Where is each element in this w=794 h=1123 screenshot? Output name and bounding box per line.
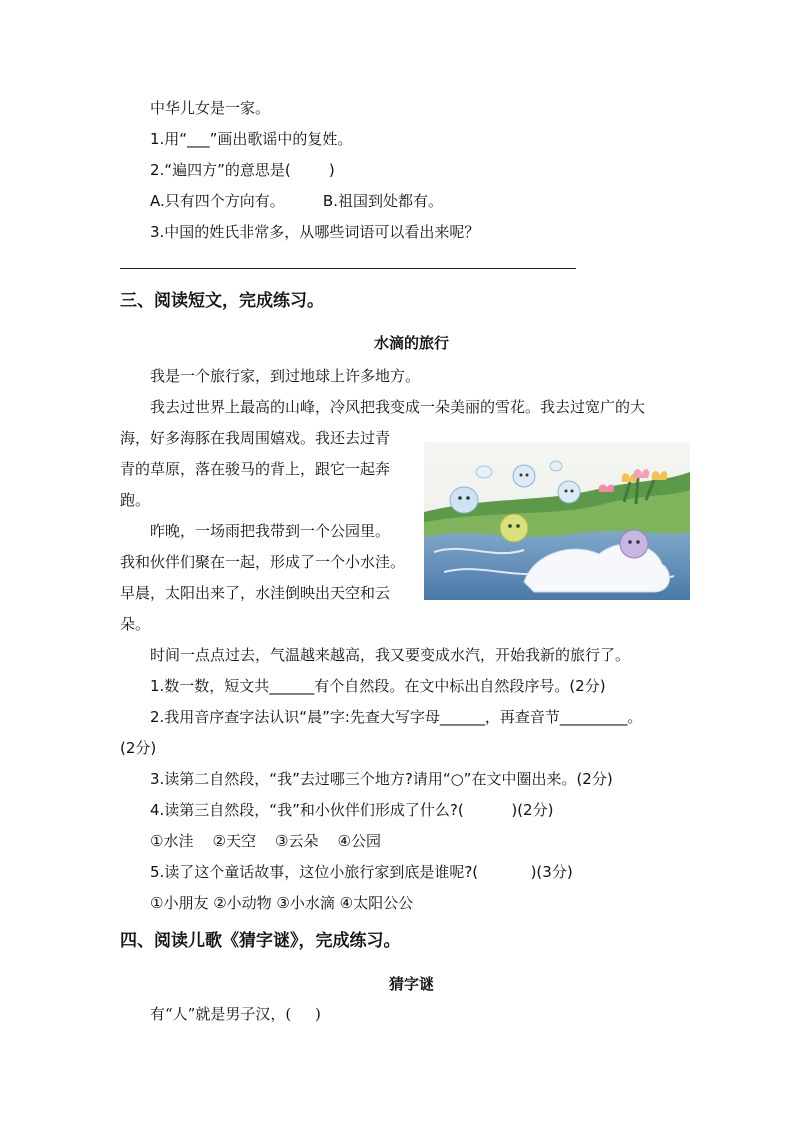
question-line: 2.“遍四方”的意思是( ) bbox=[150, 161, 335, 179]
story-line: 朵。 bbox=[120, 615, 151, 633]
question-line: (2分) bbox=[120, 739, 157, 757]
story-line: 早晨，太阳出来了，水洼倒映出天空和云 bbox=[120, 584, 391, 602]
story-line: 我和伙伴们聚在一起，形成了一个小水洼。 bbox=[120, 553, 406, 571]
question-line: 4.读第三自然段，“我”和小伙伴们形成了什么?( )(2分) bbox=[150, 801, 554, 819]
poem-line: 有“人”就是男子汉，( ) bbox=[150, 1005, 321, 1023]
story-line: 我是一个旅行家，到过地球上许多地方。 bbox=[150, 367, 421, 385]
text-line: 中华儿女是一家。 bbox=[150, 99, 271, 117]
story-line: 海，好多海豚在我周围嬉戏。我还去过青 bbox=[120, 429, 391, 447]
question-line: 3.中国的姓氏非常多，从哪些词语可以看出来呢？ bbox=[150, 223, 480, 241]
option-line: ①水洼 ②天空 ③云朵 ④公园 bbox=[150, 832, 382, 850]
question-line: 3.读第二自然段，“我”去过哪三个地方?请用“○”在文中圈出来。(2分) bbox=[150, 770, 613, 788]
section-heading: 四、阅读儿歌《猜字谜》，完成练习。 bbox=[120, 931, 401, 951]
answer-line bbox=[120, 268, 576, 269]
question-line: 5.读了这个童话故事，这位小旅行家到底是谁呢?( )(3分) bbox=[150, 863, 573, 881]
question-line: 1.用“___”画出歌谣中的复姓。 bbox=[150, 130, 353, 148]
story-title: 水滴的旅行 bbox=[374, 334, 450, 352]
option-line: A.只有四个方向有。 B.祖国到处都有。 bbox=[150, 192, 443, 210]
water-drop-illustration bbox=[424, 442, 690, 600]
question-line: 2.我用音序查字法认识“晨”字:先查大写字母______，再查音节_________。 bbox=[150, 708, 643, 726]
story-line: 我去过世界上最高的山峰，冷风把我变成一朵美丽的雪花。我去过宽广的大 bbox=[150, 398, 646, 416]
story-line: 跑。 bbox=[120, 491, 151, 509]
section-heading: 三、阅读短文，完成练习。 bbox=[120, 291, 324, 311]
story-line: 青的草原，落在骏马的背上，跟它一起奔 bbox=[120, 460, 391, 478]
option-line: ①小朋友 ②小动物 ③小水滴 ④太阳公公 bbox=[150, 894, 414, 912]
question-line: 1.数一数，短文共______有个自然段。在文中标出自然段序号。(2分) bbox=[150, 677, 606, 695]
story-line: 昨晚，一场雨把我带到一个公园里。 bbox=[150, 522, 391, 540]
poem-title: 猜字谜 bbox=[389, 975, 435, 993]
story-line: 时间一点点过去，气温越来越高，我又要变成水汽，开始我新的旅行了。 bbox=[150, 646, 631, 664]
